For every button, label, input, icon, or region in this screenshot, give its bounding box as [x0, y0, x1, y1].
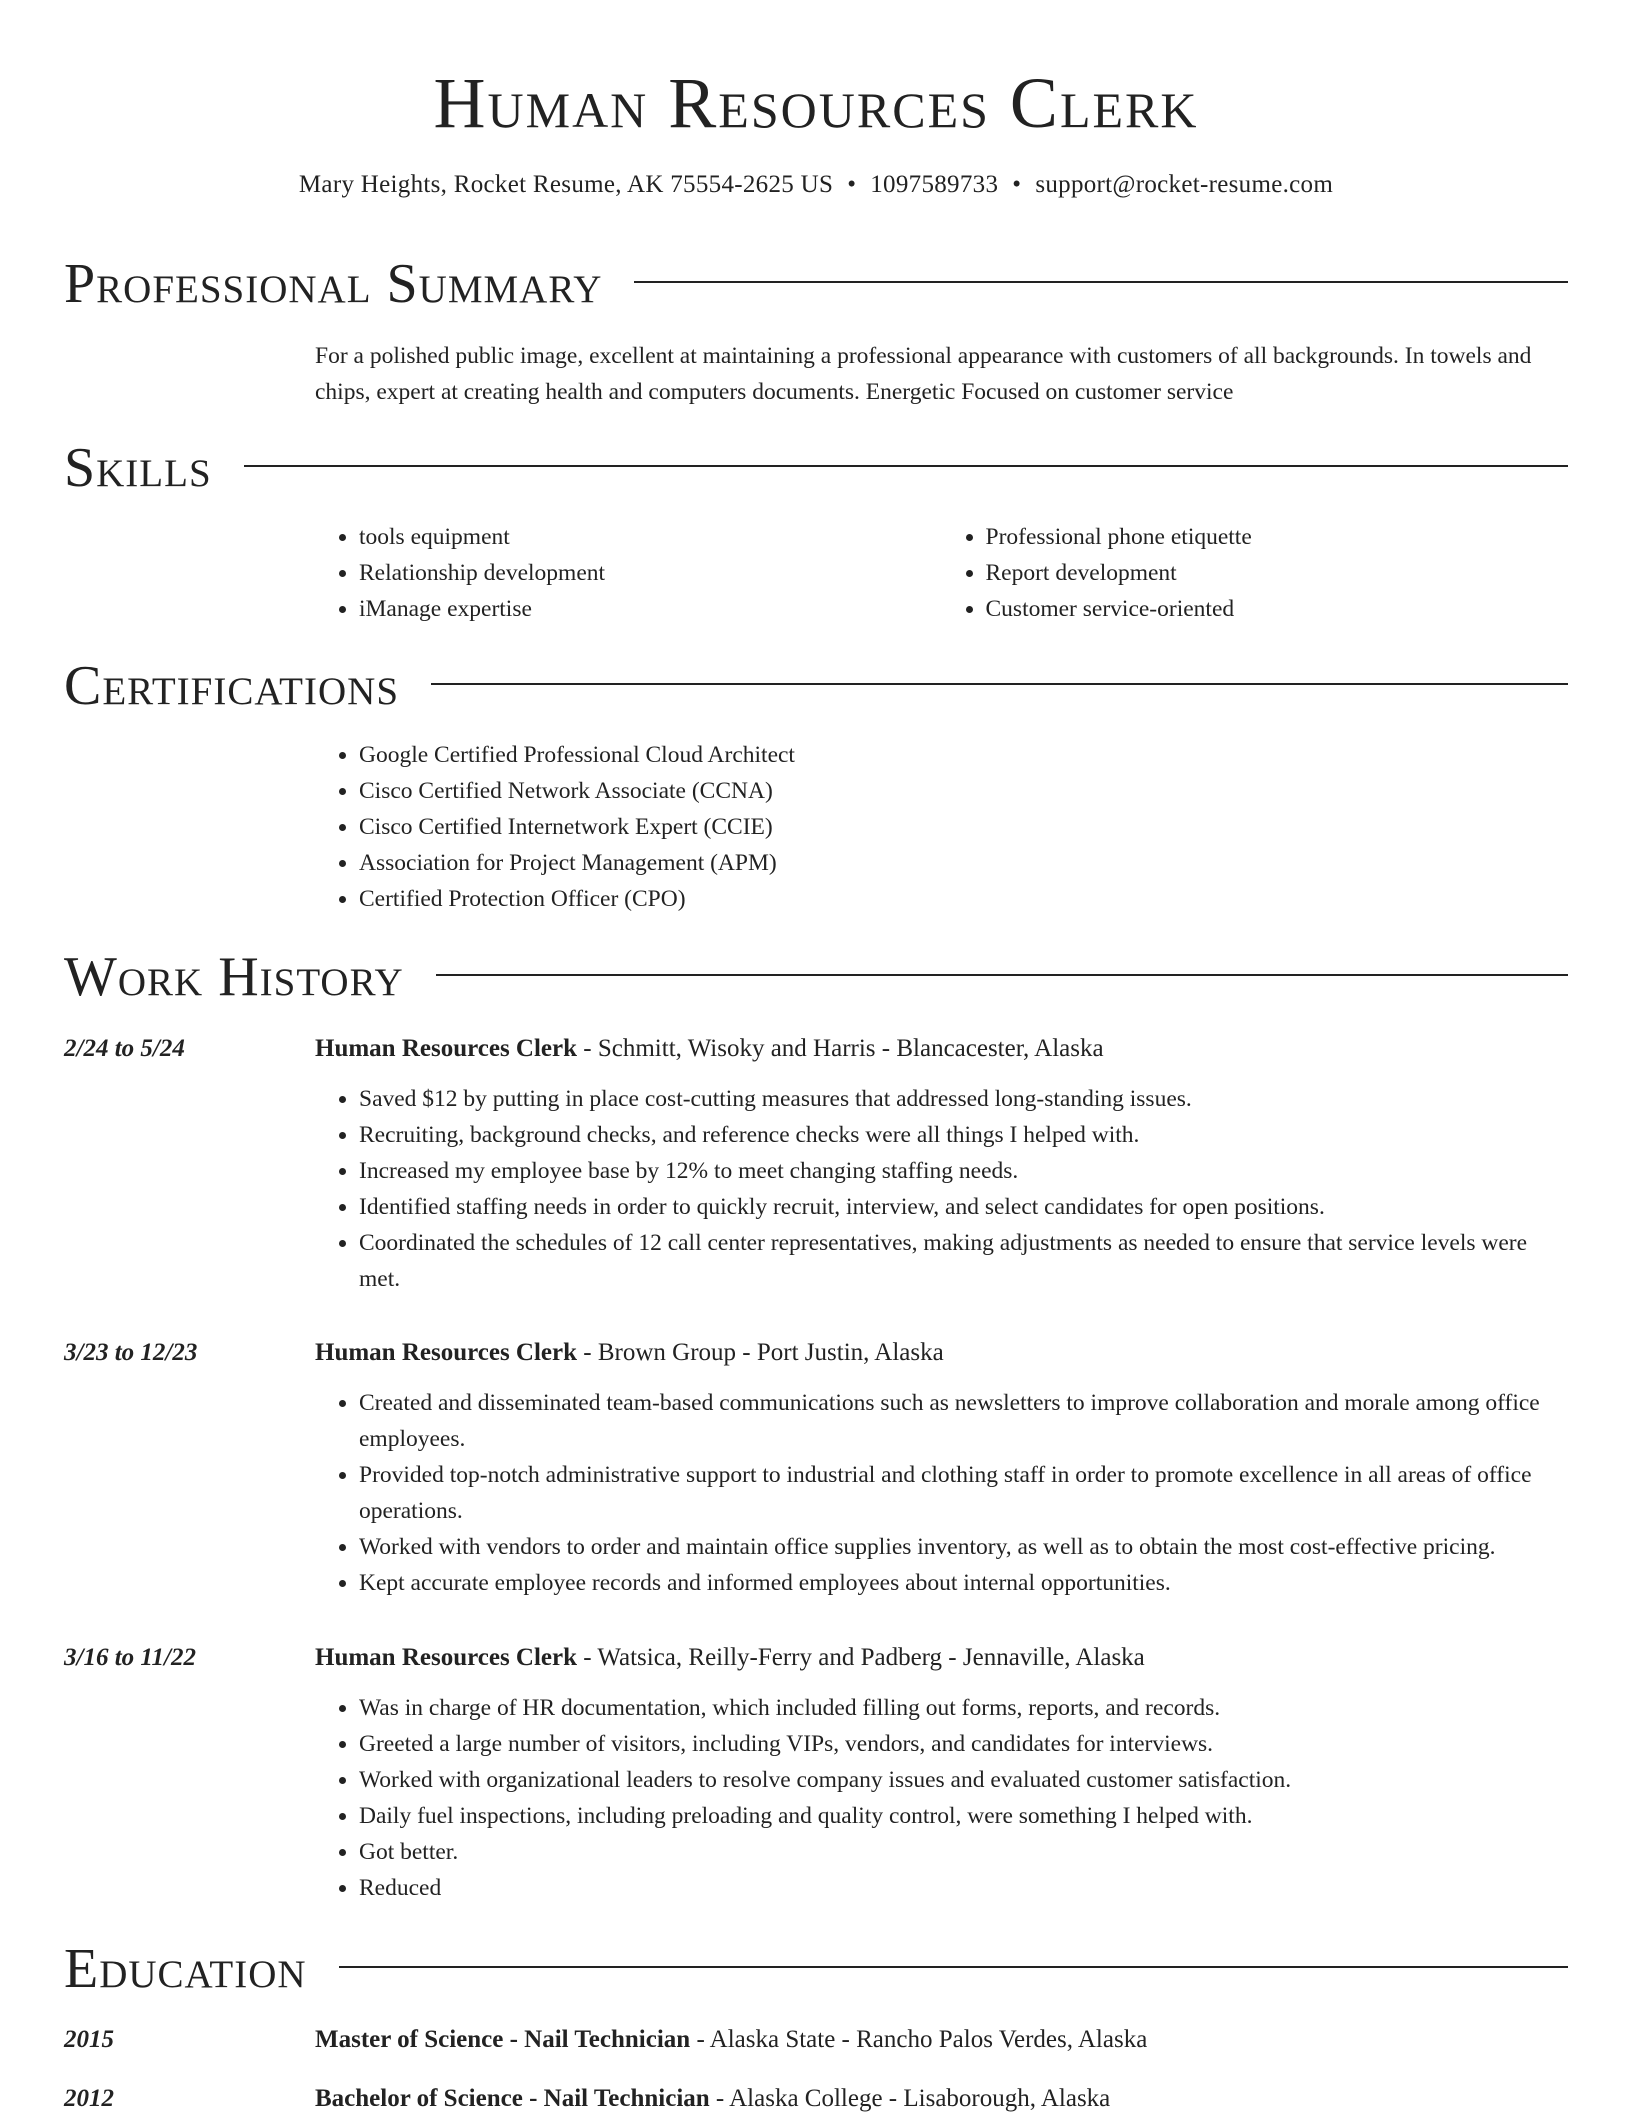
job-details: - Schmitt, Wisoky and Harris - Blancacester, Alaska — [577, 1035, 1104, 1062]
certification-item: • Association for Project Management (APM) — [359, 845, 1568, 881]
job-bullet: • Worked with vendors to order and maintain office supplies inventory, as well as to obtain the most cost-effective pricing. — [359, 1529, 1568, 1565]
summary-content — [315, 338, 1568, 410]
skill-item: • Professional phone etiquette — [986, 519, 1569, 555]
job-bullet: • Kept accurate employee records and informed employees about internal opportunities. — [359, 1565, 1568, 1601]
education-degree: Bachelor of Science - Nail Technician — [315, 2085, 710, 2112]
certification-item: • Cisco Certified Internetwork Expert (CCIE) — [359, 809, 1568, 845]
skills-content — [315, 519, 1568, 627]
education-details: - Alaska College - Lisaborough, Alaska — [709, 2085, 1111, 2112]
education-title-line — [315, 2022, 1568, 2058]
job-bullets — [315, 1690, 1568, 1906]
job-bullets — [315, 1385, 1568, 1601]
job-bullet: • Worked with organizational leaders to resolve company issues and evaluated customer satisfaction. — [359, 1762, 1568, 1798]
resume-name: Human Resources Clerk — [433, 63, 1199, 143]
job-bullet: • Reduced — [359, 1870, 1568, 1906]
job-bullet: • Greeted a large number of visitors, including VIPs, vendors, and candidates for interviews. — [359, 1726, 1568, 1762]
job-bullet: • Increased my employee base by 12% to meet changing staffing needs. — [359, 1153, 1568, 1189]
contact-separator: • — [1012, 171, 1022, 198]
job-date: 2/24 to 5/24 — [64, 1035, 185, 1062]
job-bullet: • Created and disseminated team-based communications such as newsletters to improve collaboration and morale among office employees. — [359, 1385, 1568, 1457]
job-bullet: • Provided top-notch administrative support to industrial and clothing staff in order to promote excellence in all areas of office operations. — [359, 1457, 1568, 1529]
job-title-line — [315, 1031, 1568, 1067]
job-bullet: • Identified staffing needs in order to quickly recruit, interview, and select candidates for open positions. — [359, 1189, 1568, 1225]
contact-separator: • — [847, 171, 857, 198]
skills-list-right — [942, 519, 1569, 627]
summary-heading: Professional Summary — [64, 253, 603, 315]
skill-item: • Customer service-oriented — [986, 591, 1569, 627]
skills-list-left — [315, 519, 942, 627]
section-divider — [339, 1966, 1568, 1968]
work-heading: Work History — [64, 946, 404, 1008]
contact-line — [64, 170, 1568, 200]
job-entry — [315, 1335, 1568, 1601]
job-bullet: • Recruiting, background checks, and reference checks were all things I helped with. — [359, 1117, 1568, 1153]
certifications-section-header — [64, 654, 1568, 718]
section-divider — [436, 974, 1568, 976]
education-heading: Education — [64, 1938, 307, 2000]
job-date: 3/23 to 12/23 — [64, 1339, 198, 1366]
education-details: - Alaska State - Rancho Palos Verdes, Alaska — [690, 2026, 1148, 2053]
certification-item: • Certified Protection Officer (CPO) — [359, 881, 1568, 917]
skill-item: • Report development — [986, 555, 1569, 591]
job-title: Human Resources Clerk — [315, 1035, 578, 1062]
certifications-content — [315, 737, 1568, 917]
job-entry — [315, 1640, 1568, 1906]
contact-phone: 1097589733 — [870, 171, 999, 198]
contact-email: support@rocket-resume.com — [1035, 171, 1334, 198]
skill-item: • Relationship development — [359, 555, 942, 591]
job-bullet: • Daily fuel inspections, including preloading and quality control, were something I helped with. — [359, 1798, 1568, 1834]
job-bullet: • Was in charge of HR documentation, which included filling out forms, reports, and records. — [359, 1690, 1568, 1726]
section-divider — [634, 281, 1568, 283]
job-title: Human Resources Clerk — [315, 1339, 578, 1366]
education-section-header — [64, 1937, 1568, 2001]
education-entry — [315, 2022, 1568, 2058]
contact-address: Mary Heights, Rocket Resume, AK 75554-2625 US — [298, 171, 834, 198]
skills-grid — [315, 519, 1568, 627]
job-title-line — [315, 1640, 1568, 1676]
job-title-line — [315, 1335, 1568, 1371]
job-bullet: • Got better. — [359, 1834, 1568, 1870]
skills-heading: Skills — [64, 437, 212, 499]
certification-item: • Cisco Certified Network Associate (CCNA) — [359, 773, 1568, 809]
resume-page — [64, 0, 1568, 2112]
skills-section-header — [64, 436, 1568, 500]
job-date: 3/16 to 11/22 — [64, 1644, 196, 1671]
job-bullets — [315, 1081, 1568, 1297]
job-bullet: • Coordinated the schedules of 12 call center representatives, making adjustments as needed to ensure that service levels were met. — [359, 1225, 1568, 1297]
job-details: - Brown Group - Port Justin, Alaska — [577, 1339, 944, 1366]
job-title: Human Resources Clerk — [315, 1644, 578, 1671]
education-year: 2012 — [64, 2085, 114, 2112]
skill-item: • iManage expertise — [359, 591, 942, 627]
certifications-heading: Certifications — [64, 655, 400, 717]
section-divider — [244, 465, 1568, 467]
summary-section-header — [64, 252, 1568, 316]
job-details: - Watsica, Reilly-Ferry and Padberg - Jennaville, Alaska — [577, 1644, 1145, 1671]
education-degree: Master of Science - Nail Technician — [315, 2026, 691, 2053]
section-divider — [431, 683, 1568, 685]
job-entry — [315, 1031, 1568, 1297]
certification-item: • Google Certified Professional Cloud Architect — [359, 737, 1568, 773]
job-bullet: • Saved $12 by putting in place cost-cutting measures that addressed long-standing issues. — [359, 1081, 1568, 1117]
skill-item: • tools equipment — [359, 519, 942, 555]
summary-text: For a polished public image, excellent at maintaining a professional appearance with customers of all backgrounds. In towels and chips, expert at creating health and computers documents. Energetic Focused on customer service — [315, 343, 1532, 405]
work-section-header — [64, 945, 1568, 1009]
certifications-list — [315, 737, 1568, 917]
education-year: 2015 — [64, 2026, 114, 2053]
